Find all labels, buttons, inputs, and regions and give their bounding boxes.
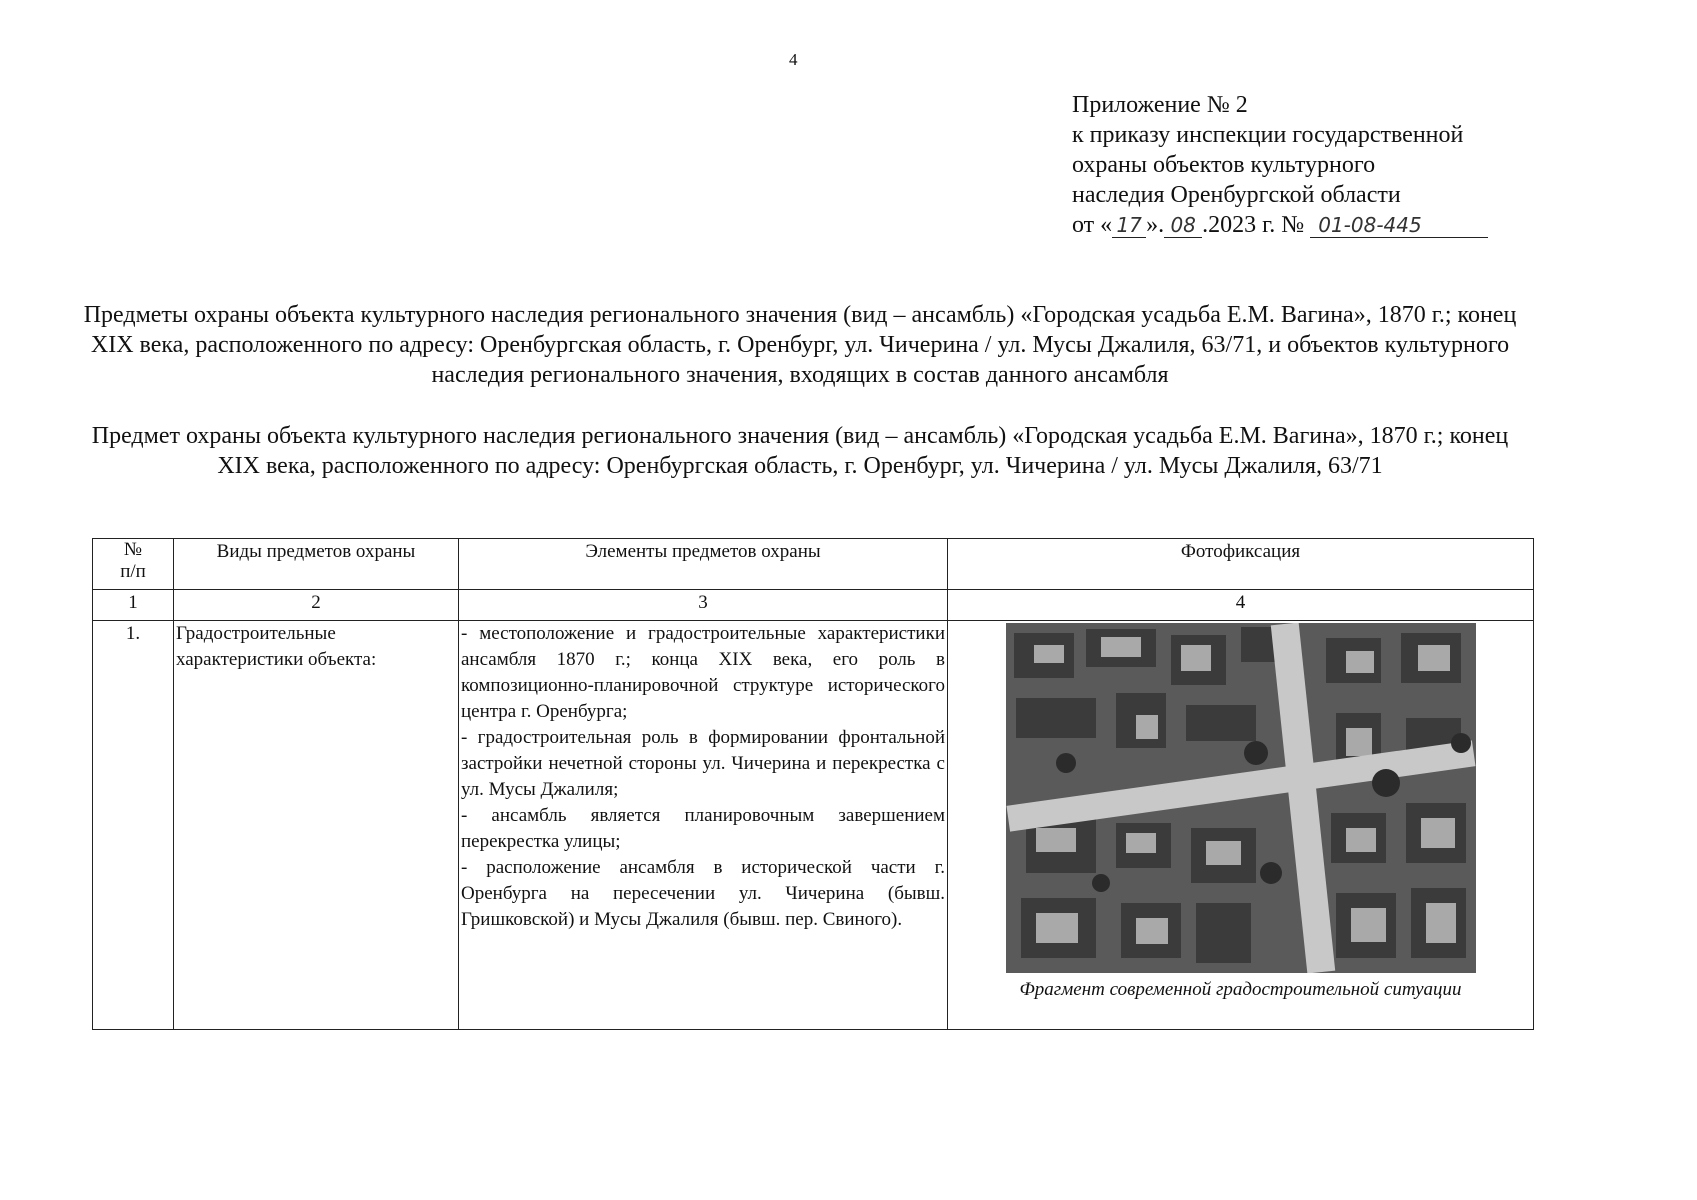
handwritten-month: 08 bbox=[1164, 213, 1202, 238]
row-photo bbox=[948, 621, 1534, 1030]
row-number: 1. bbox=[93, 621, 174, 1030]
header-elements: Элементы предметов охраны bbox=[459, 539, 948, 590]
header-photo: Фотофиксация bbox=[948, 539, 1534, 590]
appendix-block bbox=[1072, 90, 1542, 240]
header-types: Виды предметов охраны bbox=[174, 539, 459, 590]
appendix-title: Приложение № 2 bbox=[1072, 92, 1248, 118]
column-number: 3 bbox=[459, 590, 948, 621]
row-elements bbox=[459, 621, 948, 1030]
date-prefix: от « bbox=[1072, 212, 1113, 238]
row-type: Градостроительные характеристики объекта: bbox=[174, 621, 459, 1030]
document-subheading: Предмет охраны объекта культурного наследия регионального значения (вид – ансамбль) «Городская усадьба Е.М. Вагина», 1870 г.; конец XIX века, расположенного по адресу: Оренбургская область, г. Оренбург, ул. Чичерина / ул. Мусы Джалиля, 63/71 bbox=[91, 423, 1509, 479]
appendix-line: к приказу инспекции государственной bbox=[1072, 122, 1464, 148]
page-number: 4 bbox=[789, 50, 798, 69]
element-item: - ансамбль является планировочным завершением перекрестка улицы; bbox=[461, 805, 945, 852]
header-num bbox=[93, 539, 174, 590]
element-item: - местоположение и градостроительные характеристики ансамбля 1870 г.; конца XIX века, его роль в композиционно-планировочной структуре исторического центра г. Оренбурга; bbox=[461, 623, 945, 722]
element-item: - градостроительная роль в формировании фронтальной застройки нечетной стороны ул. Чичерина и перекрестка с ул. Мусы Джалиля; bbox=[461, 727, 945, 800]
date-suffix: .2023 г. № bbox=[1202, 212, 1305, 238]
element-item: - расположение ансамбля в исторической части г. Оренбурга на пересечении ул. Чичерина (бывш. Гришковской) и Мусы Джалиля (бывш. пер. Свиного). bbox=[461, 857, 945, 930]
document-heading: Предметы охраны объекта культурного наследия регионального значения (вид – ансамбль) «Городская усадьба Е.М. Вагина», 1870 г.; конец XIX века, расположенного по адресу: Оренбургская область, г. Оренбург, ул. Чичерина / ул. Мусы Джалиля, 63/71, и объектов культурного наследия регионального значения, входящих в состав данного ансамбля bbox=[83, 302, 1517, 388]
handwritten-day: 17 bbox=[1112, 213, 1146, 238]
protection-table bbox=[92, 538, 1534, 1030]
handwritten-order-number: 01-08-445 bbox=[1310, 213, 1488, 238]
column-number-row bbox=[93, 590, 1534, 621]
photo-caption: Фрагмент современной градостроительной ситуации bbox=[1019, 979, 1462, 1000]
table-row bbox=[93, 621, 1534, 1030]
appendix-line: охраны объектов культурного bbox=[1072, 152, 1376, 178]
table-header-row bbox=[93, 539, 1534, 590]
appendix-line: наследия Оренбургской области bbox=[1072, 182, 1401, 208]
header-num-label: п/п bbox=[120, 561, 146, 582]
date-separator: ». bbox=[1146, 212, 1165, 238]
order-date-line bbox=[1072, 210, 1542, 240]
column-number: 1 bbox=[93, 590, 174, 621]
column-number: 4 bbox=[948, 590, 1534, 621]
header-num-sign: № bbox=[123, 539, 143, 560]
column-number: 2 bbox=[174, 590, 459, 621]
aerial-photo bbox=[1006, 623, 1476, 973]
